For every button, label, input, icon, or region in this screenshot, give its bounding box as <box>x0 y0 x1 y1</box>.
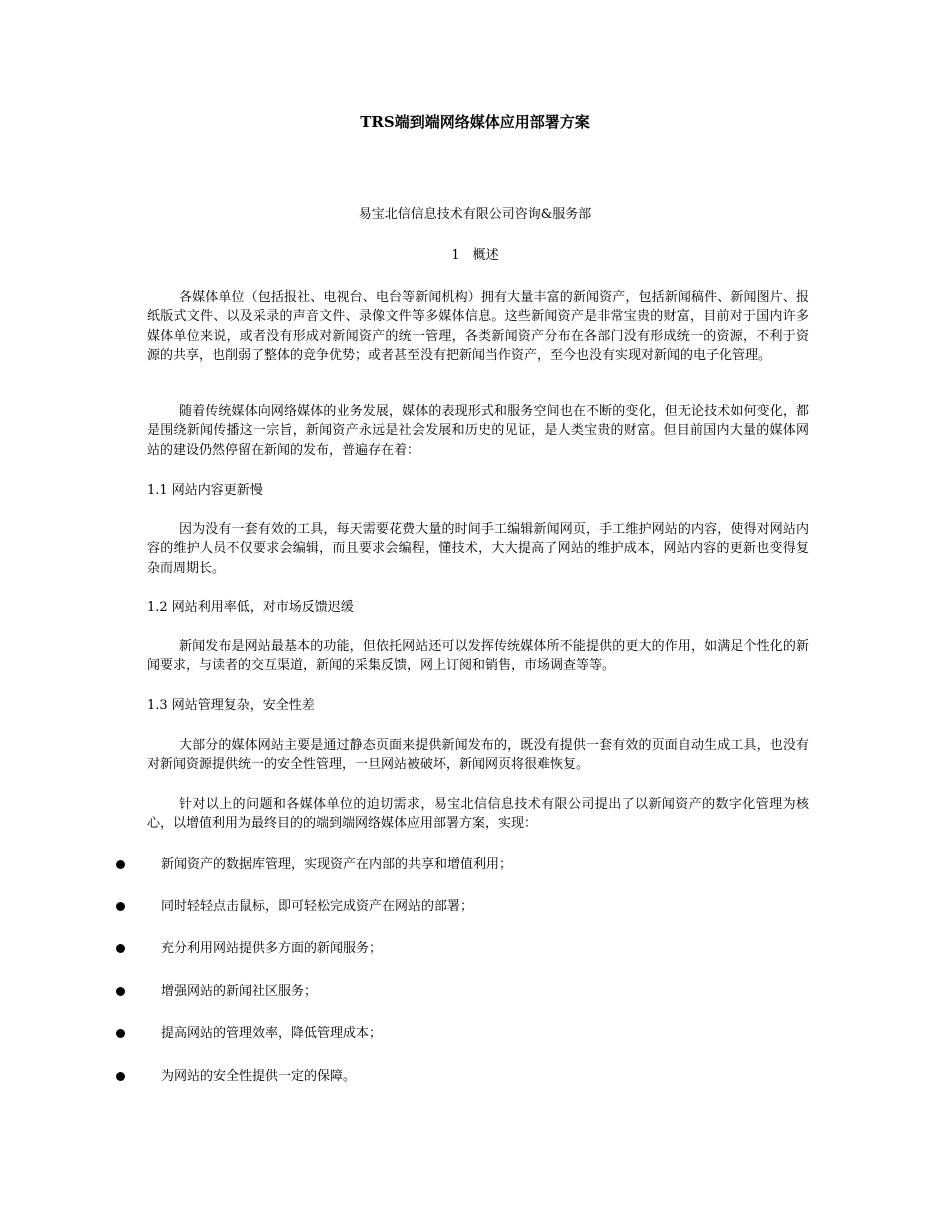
section-1-title: 1 概述 <box>451 248 499 263</box>
bullet-icon <box>116 1029 125 1038</box>
bullet-icon <box>116 860 125 869</box>
intro-paragraph-1: 各媒体单位（包括报社、电视台、电台等新闻机构）拥有大量丰富的新闻资产，包括新闻稿件、新闻图片、报纸版式文件、以及采录的声音文件、录像文件等多媒体信息。这些新闻资产是非常宝贵的财富，目前对于国内许多媒体单位来说，或者没有形成对新闻资产的统一管理，各类新闻资产分布在各部门没有形成统一的资源，不利于资源的共享，也削弱了整体的竞争优势；或者甚至没有把新闻当作资产，至今也没有实现对新闻的电子化管理。 <box>147 290 809 364</box>
list-item-text: 新闻资产的数据库管理，实现资产在内部的共享和增值利用； <box>161 857 513 872</box>
list-item <box>116 982 816 1002</box>
list-item <box>116 855 816 875</box>
list-item-text: 提高网站的管理效率，降低管理成本； <box>161 1026 383 1041</box>
list-item-text: 增强网站的新闻社区服务； <box>161 984 318 999</box>
list-item <box>116 1067 816 1087</box>
subsection-1-3-heading: 1.3 网站管理复杂，安全性差 <box>147 698 315 713</box>
list-item-text: 充分利用网站提供多方面的新闻服务； <box>161 941 383 956</box>
subsection-1-2-heading: 1.2 网站利用率低，对市场反馈迟缓 <box>147 600 354 615</box>
list-item-text: 同时轻轻点击鼠标，即可轻松完成资产在网站的部署； <box>161 899 474 914</box>
subsection-1-1-text: 因为没有一套有效的工具，每天需要花费大量的时间手工编辑新闻网页，手工维护网站的内容，使得对网站内容的维护人员不仅要求会编辑，而且要求会编程，懂技术，大大提高了网站的维护成本，网站内容的更新也变得复杂而周期长。 <box>147 522 809 576</box>
document-author: 易宝北信信息技术有限公司咨询&服务部 <box>358 207 592 222</box>
list-item <box>116 1024 816 1044</box>
list-item-text: 为网站的安全性提供一定的保障。 <box>161 1069 357 1084</box>
bullet-icon <box>116 902 125 911</box>
list-item <box>116 897 816 917</box>
bullet-icon <box>116 987 125 996</box>
closing-paragraph: 针对以上的问题和各媒体单位的迫切需求，易宝北信信息技术有限公司提出了以新闻资产的数字化管理为核心，以增值利用为最终目的的端到端网络媒体应用部署方案，实现： <box>147 797 809 832</box>
subsection-1-1-heading: 1.1 网站内容更新慢 <box>147 483 263 498</box>
subsection-1-3-text: 大部分的媒体网站主要是通过静态页面来提供新闻发布的，既没有提供一套有效的页面自动生成工具，也没有对新闻资源提供统一的安全性管理，一旦网站被破坏，新闻网页将很难恢复。 <box>147 738 809 773</box>
intro-paragraph-2: 随着传统媒体向网络媒体的业务发展，媒体的表现形式和服务空间也在不断的变化，但无论技术如何变化，都是围绕新闻传播这一宗旨，新闻资产永远是社会发展和历史的见证，是人类宝贵的财富。但目前国内大量的媒体网站的建设仍然停留在新闻的发布，普遍存在着： <box>147 404 809 458</box>
bullet-icon <box>116 944 125 953</box>
list-item <box>116 939 816 959</box>
subsection-1-2-text: 新闻发布是网站最基本的功能，但依托网站还可以发挥传统媒体所不能提供的更大的作用，如满足个性化的新闻要求，与读者的交互渠道，新闻的采集反馈，网上订阅和销售，市场调查等等。 <box>147 639 809 674</box>
document-title: TRS端到端网络媒体应用部署方案 <box>360 113 590 131</box>
bullet-icon <box>116 1072 125 1081</box>
